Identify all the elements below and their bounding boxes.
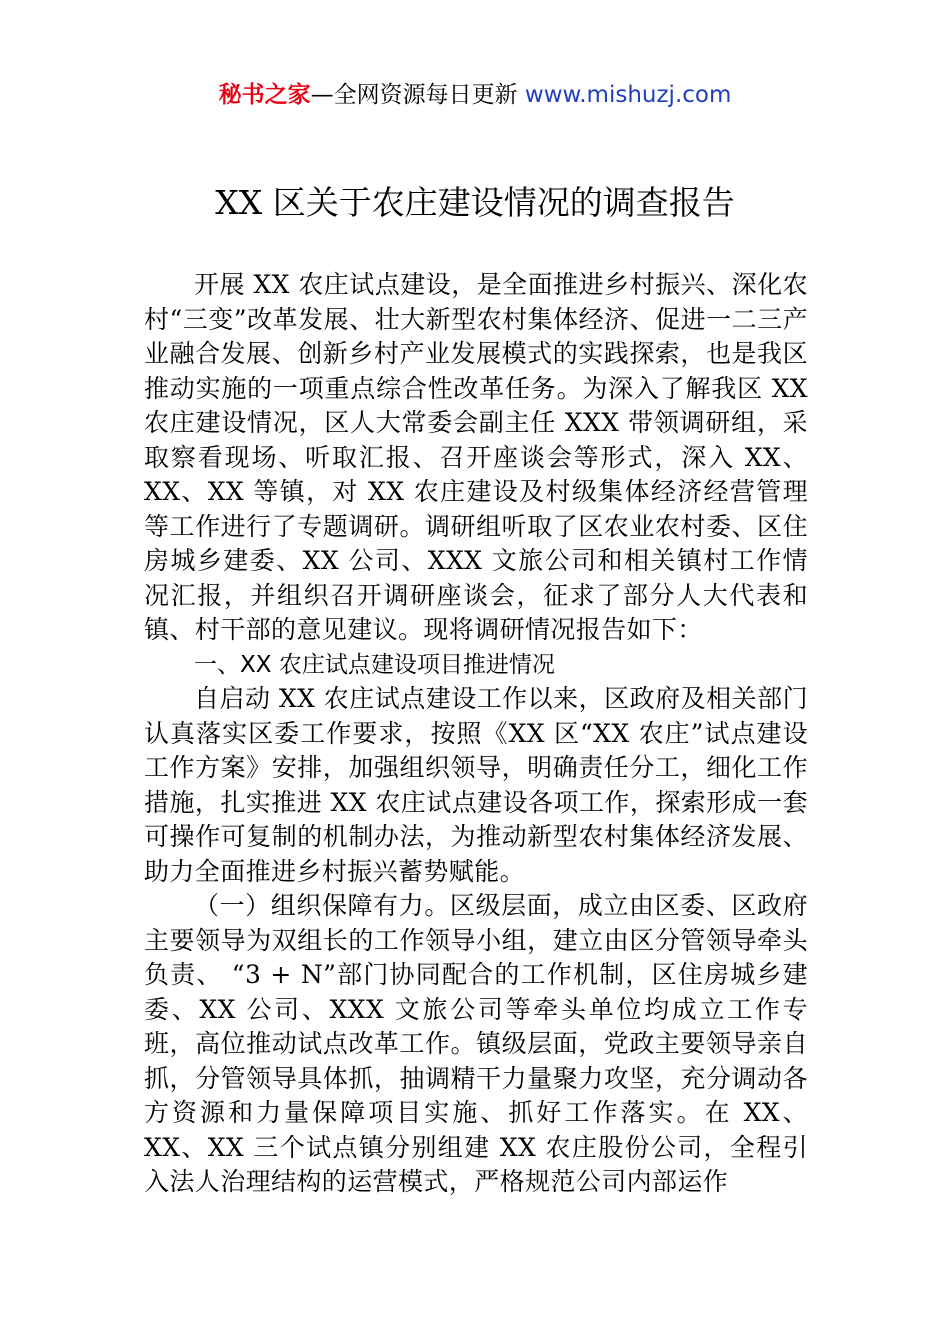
paragraph-intro: 开展 XX 农庄试点建设，是全面推进乡村振兴、深化农村“三变”改革发展、壮大新型农村集体经济、促进一二三产业融合发展、创新乡村产业发展模式的实践探索，也是我区推动实施的一项重点综合性改革任务。为深入了解我区 XX 农庄建设情况，区人大常委会副主任 XXX 带领调研组，采取察看现场、听取汇报、召开座谈会等形式，深入 XX、XX、XX 等镇，对 XX 农庄建设及村级集体经济经营管理等工作进行了专题调研。调研组听取了区农业农村委、区住房城乡建委、XX 公司、XXX 文旅公司和相关镇村工作情况汇报，并组织召开调研座谈会，征求了部分人大代表和镇、村干部的意见建议。现将调研情况报告如下： [144,270,808,644]
section-heading: 一、XX 农庄试点建设项目推进情况 [194,651,555,678]
document-title: XX 区关于农庄建设情况的调查报告 [215,183,735,222]
site-header [0,78,950,112]
site-name: 秘书之家 [218,82,311,108]
paragraph-org-guarantee: （一）组织保障有力。区级层面，成立由区委、区政府主要领导为双组长的工作领导小组，建立由区分管领导牵头负责、 “3 + N”部门协同配合的工作机制，区住房城乡建委、XX 公司、XXX 文旅公司等牵头单位均成立工作专班，高位推动试点改革工作。镇级层面，党政主要领导亲自抓，分管领导具体抓，抽调精干力量聚力攻坚，充分调动各方资源和力量保障项目实施、抓好工作落实。在 XX、XX、XX 三个试点镇分别组建 XX 农庄股份公司，全程引入法人治理结构的运营模式，严格规范公司内部运作 [144,891,808,1196]
site-tagline: —全网资源每日更新 [310,82,525,108]
paragraph-section-intro: 自启动 XX 农庄试点建设工作以来，区政府及相关部门认真落实区委工作要求，按照《XX 区“XX 农庄”试点建设工作方案》安排，加强组织领导，明确责任分工，细化工作措施，扎实推进 XX 农庄试点建设各项工作，探索形成一套可操作可复制的机制办法，为推动新型农村集体经济发展、助力全面推进乡村振兴蓄势赋能。 [144,684,808,886]
site-url[interactable]: www.mishuzj.com [524,82,732,108]
document-body [144,268,808,1200]
